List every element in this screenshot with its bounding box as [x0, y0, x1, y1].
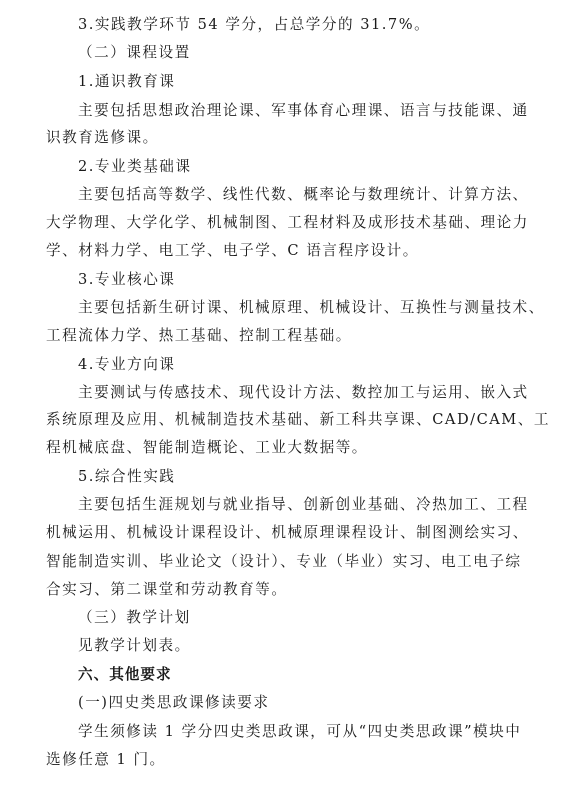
paragraph-line: 机械运用、机械设计课程设计、机械原理课程设计、制图测绘实习、 — [46, 524, 529, 541]
paragraph-line: 学生须修读 1 学分四史类思政课，可从“四史类思政课”模块中 — [78, 723, 522, 740]
paragraph-line: 主要测试与传感技术、现代设计方法、数控加工与运用、嵌入式 — [78, 384, 529, 401]
paragraph-line: 工程流体力学、热工基础、控制工程基础。 — [46, 327, 352, 344]
paragraph-line: 主要包括思想政治理论课、军事体育心理课、语言与技能课、通 — [78, 102, 529, 119]
chapter-heading-other-requirements: 六、其他要求 — [78, 666, 172, 683]
paragraph-line: 主要包括新生研讨课、机械原理、机械设计、互换性与测量技术、 — [78, 299, 545, 316]
paragraph-line: 主要包括高等数学、线性代数、概率论与数理统计、计算方法、 — [78, 186, 529, 203]
subheading-professional-direction: 4.专业方向课 — [78, 356, 176, 373]
paragraph-line: 智能制造实训、毕业论文（设计）、专业（毕业）实习、电工电子综 — [46, 553, 522, 570]
subheading-general-education: 1.通识教育课 — [78, 73, 176, 90]
paragraph-line: 程机械底盘、智能制造概论、工业大数据等。 — [46, 439, 368, 456]
paragraph-line: 主要包括生涯规划与就业指导、创新创业基础、冷热加工、工程 — [78, 496, 529, 513]
paragraph-line: 大学物理、大学化学、机械制图、工程材料及成形技术基础、理论力 — [46, 214, 529, 231]
practice-credits-line: 3.实践教学环节 54 学分，占总学分的 31.7%。 — [78, 16, 431, 33]
paragraph-line: 系统原理及应用、机械制造技术基础、新工科共享课、CAD/CAM、工 — [46, 411, 550, 428]
paragraph-line: 选修任意 1 门。 — [46, 751, 166, 768]
paragraph-line: 识教育选修课。 — [46, 129, 159, 146]
paragraph-line: 见教学计划表。 — [78, 637, 191, 654]
subheading-professional-core: 3.专业核心课 — [78, 271, 176, 288]
section-heading-four-histories: (一)四史类思政课修读要求 — [78, 694, 270, 711]
paragraph-line: 合实习、第二课堂和劳动教育等。 — [46, 581, 288, 598]
paragraph-line: 学、材料力学、电工学、电子学、C 语言程序设计。 — [46, 242, 419, 259]
subheading-comprehensive-practice: 5.综合性实践 — [78, 468, 176, 485]
section-heading-course-setup: （二）课程设置 — [78, 44, 191, 61]
subheading-professional-foundation: 2.专业类基础课 — [78, 158, 192, 175]
section-heading-teaching-plan: （三）教学计划 — [78, 609, 191, 626]
